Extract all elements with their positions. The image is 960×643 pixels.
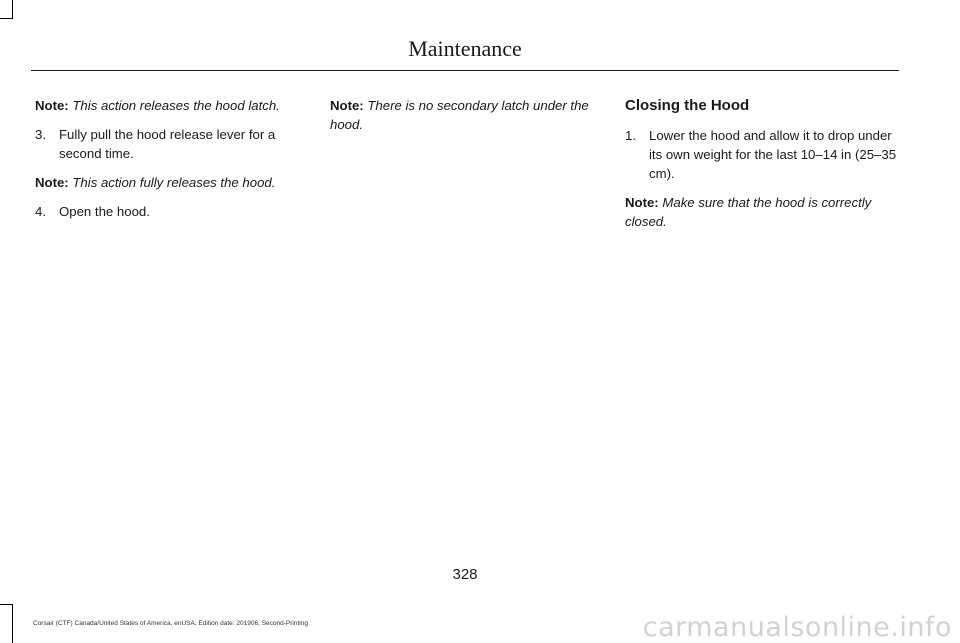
note-label: Note:: [330, 98, 364, 113]
note-label: Note:: [35, 98, 69, 113]
crop-mark: [12, 0, 13, 18]
note-text: This action releases the hood latch.: [72, 98, 280, 113]
step-item: [35, 202, 300, 221]
crop-mark: [12, 604, 13, 643]
note-label: Note:: [625, 195, 659, 210]
note-text: There is no secondary latch under the hood.: [330, 98, 589, 132]
note-label: Note:: [35, 175, 69, 190]
step-item: [35, 125, 300, 163]
step-text: Lower the hood and allow it to drop under its own weight for the last 10–14 in (25–35 cm).: [649, 128, 897, 181]
note: [35, 96, 300, 115]
step-number: 1.: [625, 128, 636, 143]
step-text: Fully pull the hood release lever for a second time.: [59, 127, 276, 161]
column-2: [330, 96, 605, 144]
note: [35, 173, 300, 192]
footer-edition-text: Corsair (CTF) Canada/United States of America, enUSA, Edition date: 201906, Second-Printing: [33, 620, 308, 627]
note-text: This action fully releases the hood.: [72, 175, 276, 190]
step-number: 4.: [35, 204, 46, 219]
note: [330, 96, 605, 134]
step-number: 3.: [35, 127, 46, 142]
page-title: Maintenance: [408, 36, 522, 61]
column-1: [35, 96, 300, 231]
note-text: Make sure that the hood is correctly closed.: [625, 195, 872, 229]
crop-mark: [0, 18, 13, 19]
header-divider: [31, 70, 899, 71]
watermark[interactable]: carmanualsonline.info: [642, 612, 952, 643]
crop-mark: [0, 604, 13, 605]
step-item: [625, 126, 900, 183]
step-text: Open the hood.: [59, 204, 150, 219]
section-heading: Closing the Hood: [625, 97, 750, 114]
note: [625, 193, 900, 231]
column-3: [625, 96, 900, 241]
page-number: 328: [452, 566, 478, 583]
